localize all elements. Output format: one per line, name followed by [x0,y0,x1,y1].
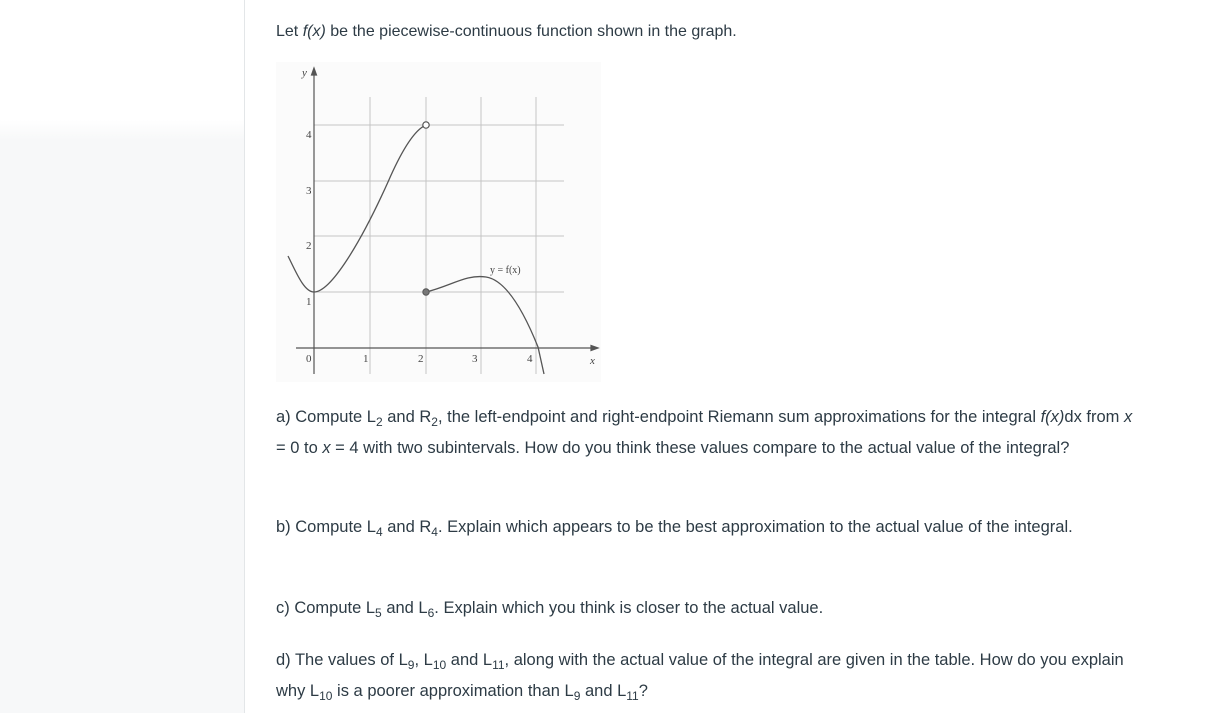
question-b: b) Compute $L_4$ and $R_4$. Explain which appears to be the best approximation to the actual value of the integral. [276,518,1073,539]
x-tick-label: 0 [306,353,312,365]
x-tick-label: 4 [527,353,533,365]
closed-endpoint-marker [423,289,429,295]
function-graph [276,62,601,382]
x-tick-label: 1 [363,353,369,365]
y-tick-label: 1 [306,296,312,308]
curve-label: y = f(x) [490,265,521,276]
left-sidebar-gutter [0,0,245,713]
x-tick-label: 3 [472,353,478,365]
question-a: a) Compute $L_2$ and $R_2$, the left-endpoint and right-endpoint Riemann sum approximations for the integral f(x)dx from x = 0 to x = 4 with two subintervals. How do you think these values compare to the actual value of the integral? [276,408,1133,457]
y-tick-label: 4 [306,129,312,141]
x-tick-label: 2 [418,353,424,365]
intro-text: Let f(x) be the piecewise-continuous function shown in the graph. [276,23,737,40]
y-tick-label: 3 [306,185,312,197]
question-c: c) Compute $L_5$ and $L_6$. Explain which you think is closer to the actual value. [276,599,824,620]
x-axis-label: x [590,355,595,367]
y-axis-label: y [302,67,307,79]
y-tick-label: 2 [306,240,312,252]
question-d: d) The values of $L_9$, $L_{10}$ and $L_{11}$, along with the actual value of the integral are given in the table. How do you explain why $L_{10}$ is a poorer approximation than $L_9$ and $L_{11}$? [276,651,1124,703]
open-endpoint-marker [423,122,429,128]
graph-background [276,62,601,382]
